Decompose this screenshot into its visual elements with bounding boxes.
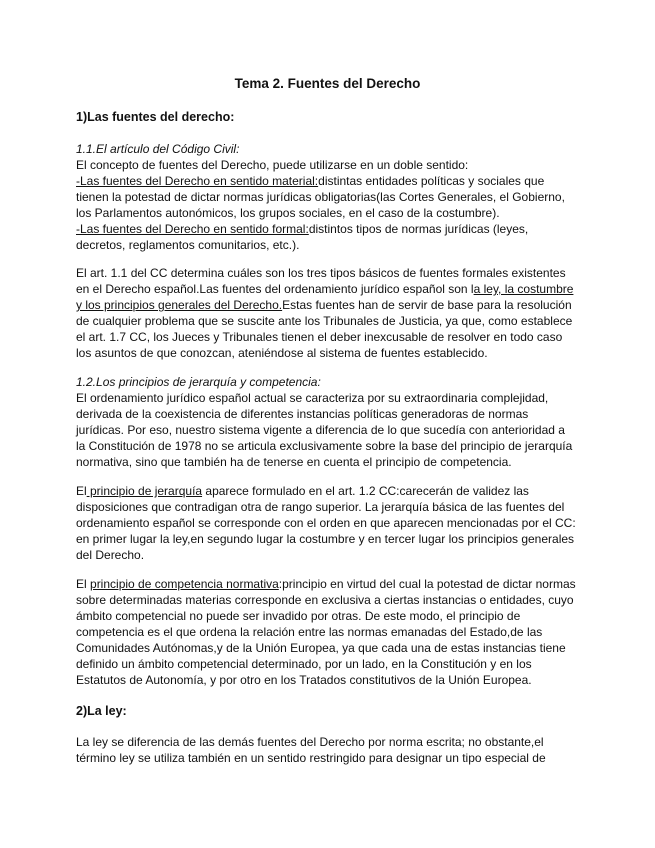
intro-line: El concepto de fuentes del Derecho, puede utilizarse en un doble sentido: [76,158,469,172]
sources-list-underline: a ley, la costumbre y los principios generales del Derecho. [76,282,574,312]
material-definition: -Las fuentes del Derecho en sentido material:distintas entidades políticas y sociales que tienen la potestad de dictar normas jurídicas obligatorias(las Cortes Generales, el Gobierno, los Parlamentos autonómicos, los grupos sociales, en el caso de la costumbre). [76,174,565,220]
section-1-heading: 1)Las fuentes del derecho: [76,110,235,124]
subsection-1-1-body [76,157,576,253]
paragraph-art-1-1: El art. 1.1 del CC determina cuáles son los tres tipos básicos de fuentes formales existentes en el Derecho español.Las fuentes del ordenamiento jurídico español son la ley, la costumbre y los principios generales del Derecho.Estas fuentes han de servir de base para la resolución de cualquier problema que se suscite ante los Tribunales de Justicia, ya que, como establece el art. 1.7 CC, los Jueces y Tribunales tienen el deber inexcusable de resolver en todo caso los asuntos de que conozcan, ateniéndose al sistema de fuentes establecido. [76,266,574,360]
paragraph-jerarquia: El principio de jerarquía aparece formulado en el art. 1.2 CC:carecerán de validez las disposiciones que contradigan otra de rango superior. La jerarquía básica de las fuentes del ordenamiento español se corresponde con el orden en que aparecen mencionadas por el CC: en primer lugar la ley,en segundo lugar la costumbre y en tercer lugar los principios generales del Derecho. [76,484,576,562]
jerarquia-underline: principio de jerarquía [86,484,203,498]
paragraph-ordenamiento: El ordenamiento jurídico español actual se caracteriza por su extraordinaria complejidad, derivada de la coexistencia de diferentes instancias políticas generadoras de normas jurídicas. Por eso, nuestro sistema vigente a diferencia de lo que sucedía con anterioridad a la Constitución de 1978 no se articula exclusivamente sobre la base del principio de jerarquía normativa, sino que también ha de tenerse en cuenta el principio de competencia. [76,391,573,469]
paragraph-competencia: El principio de competencia normativa:principio en virtud del cual la potestad de dictar normas sobre determinadas materias corresponde en exclusiva a ciertas instancias o entidades, cuyo ámbito competencial no puede ser invadido por otras. De este modo, el principio de competencia es el que ordena la relación entre las normas emanadas del Estado,de las Comunidades Autónomas,y de la Unión Europea, ya que cada una de estas instancias tiene definido un ámbito competencial determinado, por un lado, en la Constitución y en los Estatutos de Autonomía, y por otro en los Tratados constitutivos de la Unión Europea. [76,577,576,687]
formal-definition: -Las fuentes del Derecho en sentido formal:distintos tipos de normas jurídicas (leyes, decretos, reglamentos comunitarios, etc.). [76,222,529,252]
section-2-heading: 2)La ley: [76,704,127,718]
material-sense-link: -Las fuentes del Derecho en sentido material: [76,174,319,188]
formal-sense-link: -Las fuentes del Derecho en sentido formal: [76,222,309,236]
subsection-1-2-heading: 1.2.Los principios de jerarquía y competencia: [76,375,321,389]
subsection-1-1-heading: 1.1.El artículo del Código Civil: [76,142,240,156]
competencia-underline: principio de competencia normativa [90,577,279,591]
document-title: Tema 2. Fuentes del Derecho [234,76,421,91]
paragraph-ley: La ley se diferencia de las demás fuentes del Derecho por norma escrita; no obstante,el término ley se utiliza también en un sentido restringido para designar un tipo especial de [76,735,546,765]
